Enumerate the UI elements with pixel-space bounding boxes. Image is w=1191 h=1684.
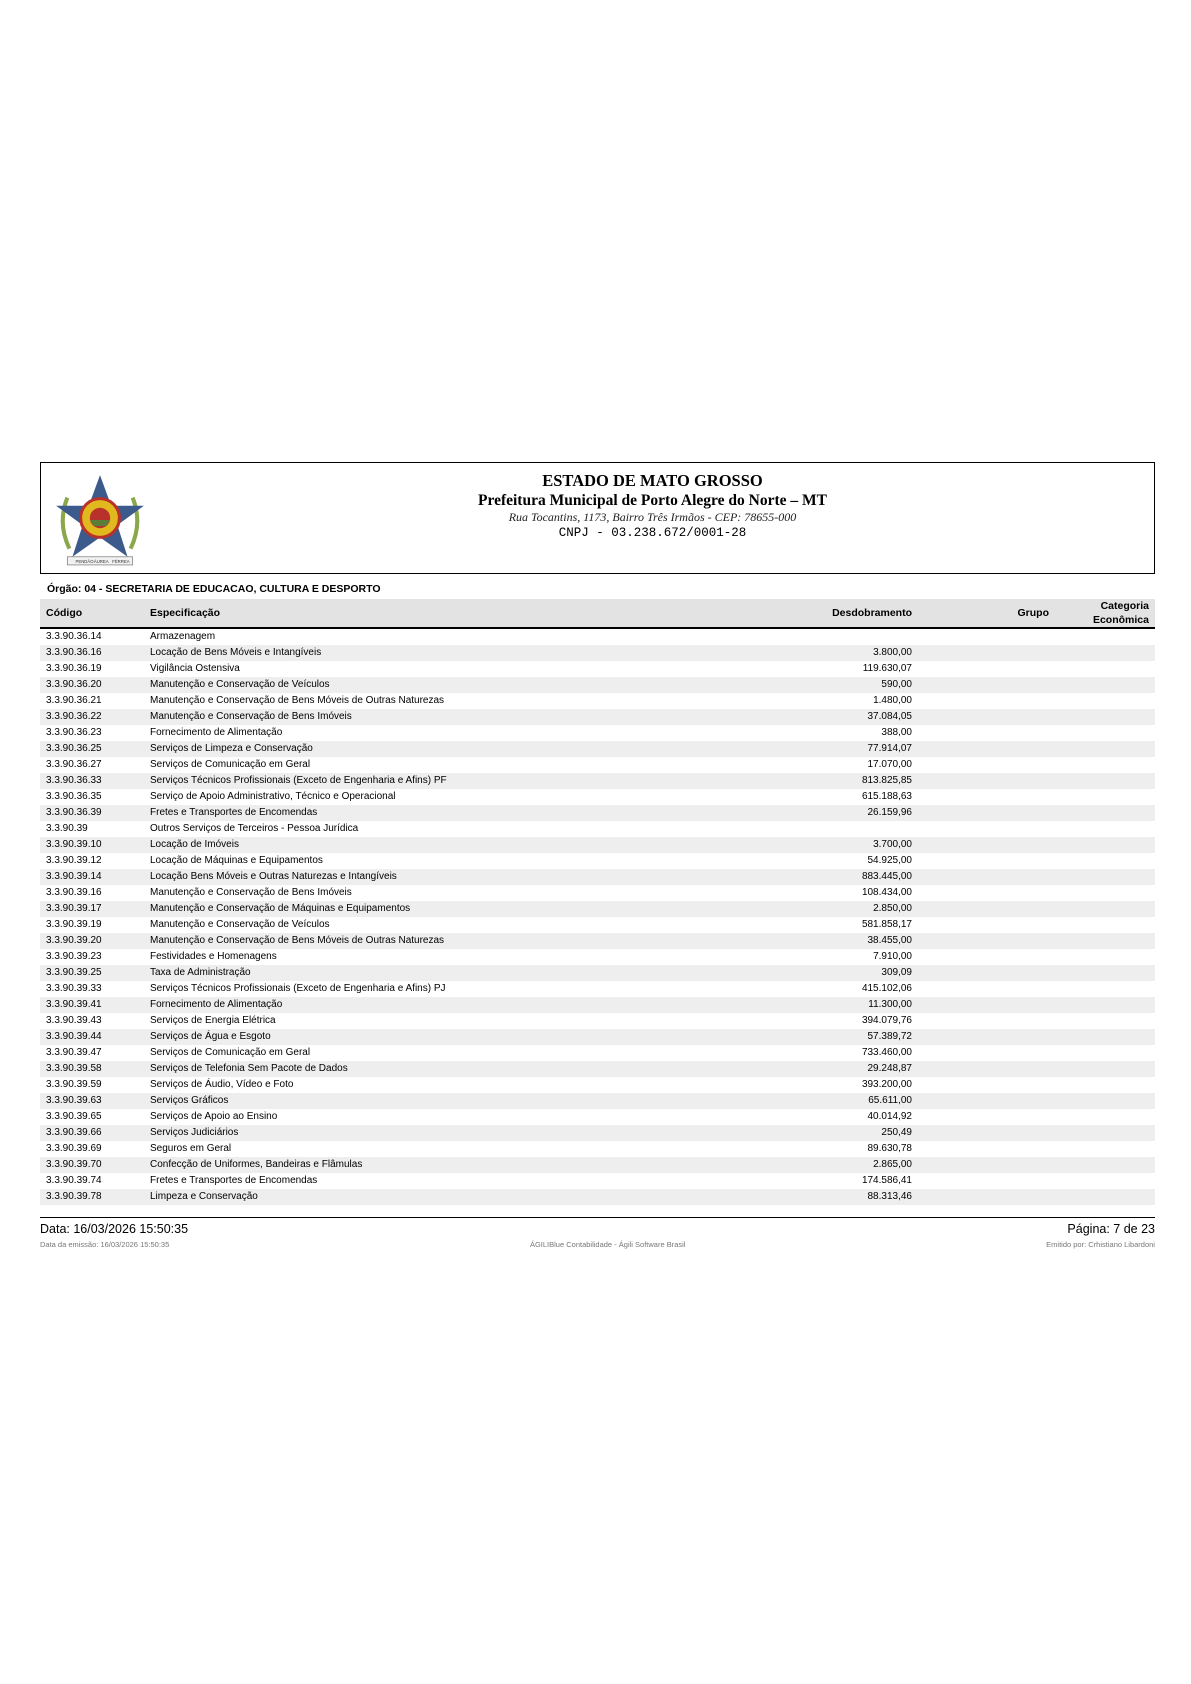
cell-categoria [1055,773,1155,789]
footer-divider [40,1217,1155,1218]
cell-desdobramento: 309,09 [692,965,918,981]
logo-motto-3: FÉRREA [112,558,130,564]
footer-date: Data: 16/03/2026 15:50:35 [40,1222,189,1236]
table-row [40,725,1155,741]
cell-especificacao: Armazenagem [150,631,216,642]
cell-grupo [918,917,1055,933]
cell-codigo: 3.3.90.39.20 [40,933,144,949]
cell-categoria [1055,628,1155,645]
cell-codigo: 3.3.90.39.16 [46,887,102,898]
cell-categoria [1055,693,1155,709]
cell-grupo [918,997,1055,1013]
cell-especificacao: Serviços Judiciários [144,1125,692,1141]
cell-grupo [918,949,1055,965]
cell-desdobramento: 250,49 [692,1125,918,1141]
cell-categoria [1055,1109,1155,1125]
cell-categoria [1055,805,1155,821]
cell-desdobramento: 394.079,76 [861,1015,912,1026]
cell-grupo [918,981,1055,997]
cell-especificacao: Manutenção e Conservação de Bens Imóveis [150,887,352,898]
cell-grupo [918,805,1055,821]
table-row [40,628,1155,645]
cell-categoria [1055,853,1155,869]
cell-codigo: 3.3.90.39.58 [40,1061,144,1077]
cell-categoria [1055,789,1155,805]
table-row [40,821,1155,837]
table-row [40,709,1155,725]
cell-grupo [918,741,1055,757]
cell-codigo: 3.3.90.36.20 [40,677,144,693]
col-especificacao: Especificação [144,599,692,628]
cell-desdobramento: 77.914,07 [692,741,918,757]
col-grupo: Grupo [918,599,1055,628]
cell-especificacao: Outros Serviços de Terceiros - Pessoa Jurídica [150,823,359,834]
cell-especificacao: Serviços de Telefonia Sem Pacote de Dados [144,1061,692,1077]
table-row [40,901,1155,917]
col-codigo: Código [40,599,144,628]
cell-categoria [1055,901,1155,917]
cell-codigo: 3.3.90.39.43 [46,1015,102,1026]
cell-desdobramento: 29.248,87 [692,1061,918,1077]
cell-grupo [918,709,1055,725]
table-row [40,741,1155,757]
table-row [40,1013,1155,1029]
cell-codigo: 3.3.90.39.41 [40,997,144,1013]
cell-categoria [1055,821,1155,837]
report-header [40,462,1155,574]
cell-desdobramento: 26.159,96 [692,805,918,821]
cell-categoria [1055,869,1155,885]
cell-especificacao: Limpeza e Conservação [144,1189,692,1205]
cell-especificacao: Confecção de Uniformes, Bandeiras e Flâmulas [144,1157,692,1173]
cell-especificacao: Serviços de Comunicação em Geral [150,1047,311,1058]
cell-grupo [918,821,1055,837]
table-row [40,1093,1155,1109]
cell-grupo [918,1125,1055,1141]
cell-categoria [1055,1141,1155,1157]
cell-grupo [918,773,1055,789]
cell-grupo [918,628,1055,645]
orgao-title: Órgão: 04 - SECRETARIA DE EDUCACAO, CULTURA E DESPORTO [47,583,381,595]
cell-desdobramento: 37.084,05 [692,709,918,725]
table-row [40,1125,1155,1141]
cell-desdobramento: 17.070,00 [867,759,912,770]
cell-especificacao: Serviço de Apoio Administrativo, Técnico e Operacional [150,791,396,802]
cell-especificacao: Serviços de Áudio, Vídeo e Foto [150,1079,294,1090]
table-row [40,677,1155,693]
cell-grupo [918,725,1055,741]
table-row [40,1109,1155,1125]
cell-categoria [1055,757,1155,773]
cell-categoria [1055,1029,1155,1045]
cell-grupo [918,901,1055,917]
cell-especificacao: Manutenção e Conservação de Bens Móveis de Outras Naturezas [150,695,445,706]
table-row [40,693,1155,709]
address: Rua Tocantins, 1173, Bairro Três Irmãos - CEP: 78655-000 [508,510,797,524]
cell-codigo: 3.3.90.36.25 [40,741,144,757]
table-row [40,949,1155,965]
cell-desdobramento: 2.865,00 [692,1157,918,1173]
cell-desdobramento: 590,00 [692,677,918,693]
cell-especificacao: Locação de Bens Móveis e Intangíveis [144,645,692,661]
cell-especificacao: Fretes e Transportes de Encomendas [150,1175,318,1186]
cell-desdobramento: 1.480,00 [873,695,912,706]
table-row [40,869,1155,885]
cell-desdobramento: 174.586,41 [861,1175,912,1186]
table-row [40,1045,1155,1061]
logo-motto-1: PENDÃO [75,558,94,564]
table-row [40,1029,1155,1045]
table-row [40,853,1155,869]
cell-codigo: 3.3.90.39.74 [46,1175,102,1186]
cell-desdobramento: 581.858,17 [861,919,912,930]
cell-categoria [1055,1173,1155,1189]
cell-especificacao: Manutenção e Conservação de Veículos [150,919,330,930]
cell-codigo: 3.3.90.36.27 [46,759,102,770]
cell-desdobramento: 38.455,00 [692,933,918,949]
table-row [40,645,1155,661]
cell-codigo: 3.3.90.36.23 [46,727,102,738]
cell-categoria [1055,837,1155,853]
cell-desdobramento: 615.188,63 [861,791,912,802]
cell-categoria [1055,917,1155,933]
cell-grupo [918,837,1055,853]
cell-codigo: 3.3.90.39.12 [46,855,102,866]
cell-especificacao: Serviços Técnicos Profissionais (Exceto de Engenharia e Afins) PJ [150,983,446,994]
cell-categoria [1055,1013,1155,1029]
cell-codigo: 3.3.90.36.19 [46,663,102,674]
cell-especificacao: Serviços de Água e Esgoto [144,1029,692,1045]
table-row [40,661,1155,677]
cell-codigo: 3.3.90.39.66 [40,1125,144,1141]
cell-desdobramento: 3.700,00 [692,837,918,853]
cell-grupo [918,789,1055,805]
cell-especificacao: Serviços Gráficos [144,1093,692,1109]
table-row [40,965,1155,981]
table-row [40,997,1155,1013]
cell-desdobramento: 57.389,72 [692,1029,918,1045]
cell-grupo [918,1061,1055,1077]
cell-grupo [918,1093,1055,1109]
cell-grupo [918,1109,1055,1125]
logo-motto-2: ÁUREA [93,558,109,564]
expense-table [40,599,1155,1205]
table-row [40,1157,1155,1173]
cell-especificacao: Locação de Máquinas e Equipamentos [150,855,323,866]
cell-desdobramento: 40.014,92 [867,1111,912,1122]
cell-desdobramento: 119.630,07 [862,663,912,674]
cell-grupo [918,1045,1055,1061]
cell-desdobramento: 108.434,00 [861,887,912,898]
cell-grupo [918,885,1055,901]
table-row [40,805,1155,821]
cell-grupo [918,933,1055,949]
cell-especificacao: Locação Bens Móveis e Outras Naturezas e Intangíveis [144,869,692,885]
cell-categoria [1055,1077,1155,1093]
table-row [40,1189,1155,1205]
table-row [40,1061,1155,1077]
cell-especificacao: Serviços de Apoio ao Ensino [150,1111,278,1122]
cell-grupo [918,869,1055,885]
cell-codigo: 3.3.90.39.59 [46,1079,102,1090]
cell-codigo: 3.3.90.36.16 [40,645,144,661]
cell-codigo: 3.3.90.39.63 [40,1093,144,1109]
cell-especificacao: Serviços de Comunicação em Geral [150,759,311,770]
footer-emission: Data da emissão: 16/03/2026 15:50:35 [40,1240,170,1249]
cell-codigo: 3.3.90.36.33 [40,773,144,789]
cell-grupo [918,693,1055,709]
col-categoria: Categoria Econômica [1055,599,1155,628]
cell-grupo [918,1013,1055,1029]
cell-especificacao: Fretes e Transportes de Encomendas [144,805,692,821]
table-row [40,773,1155,789]
cell-codigo: 3.3.90.36.21 [46,695,102,706]
cell-categoria [1055,1045,1155,1061]
cell-categoria [1055,741,1155,757]
cell-categoria [1055,1189,1155,1205]
table-row [40,1141,1155,1157]
footer-meta [40,1240,1155,1249]
cell-codigo: 3.3.90.39.65 [46,1111,102,1122]
table-row [40,933,1155,949]
cell-desdobramento: 65.611,00 [692,1093,918,1109]
cell-desdobramento: 11.300,00 [692,997,918,1013]
cell-codigo: 3.3.90.39.44 [40,1029,144,1045]
cell-desdobramento: 7.910,00 [873,951,912,962]
cell-codigo: 3.3.90.36.22 [40,709,144,725]
cell-especificacao: Taxa de Administração [144,965,692,981]
cell-codigo: 3.3.90.39.33 [46,983,102,994]
table-row [40,1173,1155,1189]
cell-especificacao: Serviços Técnicos Profissionais (Exceto de Engenharia e Afins) PF [144,773,692,789]
cell-desdobramento: 88.313,46 [692,1189,918,1205]
cell-especificacao: Manutenção e Conservação de Máquinas e Equipamentos [144,901,692,917]
cell-desdobramento [692,628,918,645]
cell-categoria [1055,661,1155,677]
table-row [40,1077,1155,1093]
cell-codigo: 3.3.90.39.69 [46,1143,102,1154]
cell-especificacao: Manutenção e Conservação de Veículos [144,677,692,693]
cell-especificacao: Serviços de Energia Elétrica [150,1015,276,1026]
cell-especificacao: Fornecimento de Alimentação [150,727,283,738]
table-row [40,981,1155,997]
table-row [40,885,1155,901]
cell-desdobramento: 54.925,00 [867,855,912,866]
table-row [40,757,1155,773]
table-row [40,837,1155,853]
cell-especificacao: Serviços de Limpeza e Conservação [144,741,692,757]
cell-categoria [1055,1157,1155,1173]
cell-especificacao: Festividades e Homenagens [150,951,277,962]
cell-grupo [918,1189,1055,1205]
cell-codigo: 3.3.90.39.23 [46,951,102,962]
cell-desdobramento: 733.460,00 [861,1047,912,1058]
cell-categoria [1055,997,1155,1013]
cell-grupo [918,965,1055,981]
cell-grupo [918,1173,1055,1189]
cell-especificacao: Manutenção e Conservação de Bens Imóveis [144,709,692,725]
cell-especificacao: Fornecimento de Alimentação [144,997,692,1013]
cell-codigo: 3.3.90.39 [46,823,88,834]
footer [40,1220,1155,1238]
cell-codigo: 3.3.90.39.17 [40,901,144,917]
cell-grupo [918,661,1055,677]
cell-categoria [1055,677,1155,693]
cell-desdobramento [692,821,918,837]
cell-especificacao: Vigilância Ostensiva [150,663,240,674]
cnpj: CNPJ - 03.238.672/0001-28 [558,526,747,540]
cell-categoria [1055,1125,1155,1141]
cell-categoria [1055,885,1155,901]
cell-codigo: 3.3.90.39.14 [40,869,144,885]
cell-desdobramento: 3.800,00 [692,645,918,661]
table-row [40,917,1155,933]
table-row [40,789,1155,805]
cell-categoria [1055,933,1155,949]
table-header-row [40,599,1155,628]
cell-categoria [1055,1061,1155,1077]
footer-page: Página: 7 de 23 [1067,1222,1155,1236]
cell-categoria [1055,645,1155,661]
footer-software: ÁGILIBlue Contabilidade - Ágili Software Brasil [529,1240,686,1249]
cell-codigo: 3.3.90.36.14 [46,631,102,642]
state-title: ESTADO DE MATO GROSSO [542,471,763,490]
cell-codigo: 3.3.90.36.35 [46,791,102,802]
cell-grupo [918,1157,1055,1173]
cell-categoria [1055,1093,1155,1109]
cell-especificacao: Locação de Imóveis [144,837,692,853]
cell-desdobramento: 393.200,00 [861,1079,912,1090]
cell-desdobramento: 2.850,00 [692,901,918,917]
cell-desdobramento: 813.825,85 [692,773,918,789]
cell-codigo: 3.3.90.39.10 [40,837,144,853]
cell-categoria [1055,709,1155,725]
cell-categoria [1055,949,1155,965]
cell-codigo: 3.3.90.36.39 [40,805,144,821]
cell-grupo [918,1029,1055,1045]
cell-especificacao: Manutenção e Conservação de Bens Móveis de Outras Naturezas [144,933,692,949]
cell-desdobramento: 388,00 [881,727,912,738]
cell-grupo [918,1077,1055,1093]
cell-categoria [1055,725,1155,741]
cell-desdobramento: 415.102,06 [861,983,912,994]
cell-grupo [918,757,1055,773]
prefeitura-title: Prefeitura Municipal de Porto Alegre do Norte – MT [478,492,827,509]
cell-grupo [918,677,1055,693]
cell-codigo: 3.3.90.39.47 [46,1047,102,1058]
cell-desdobramento: 883.445,00 [692,869,918,885]
cell-desdobramento: 89.630,78 [867,1143,912,1154]
cell-grupo [918,645,1055,661]
header-text [41,471,1154,541]
cell-especificacao: Seguros em Geral [150,1143,232,1154]
footer-issued-by: Emitido por: Crhistiano Libardoni [1046,1240,1155,1249]
cell-codigo: 3.3.90.39.19 [46,919,102,930]
cell-categoria [1055,965,1155,981]
cell-codigo: 3.3.90.39.25 [40,965,144,981]
col-desdobramento: Desdobramento [692,599,918,628]
cell-categoria [1055,981,1155,997]
cell-grupo [918,853,1055,869]
cell-codigo: 3.3.90.39.70 [40,1157,144,1173]
cell-codigo: 3.3.90.39.78 [40,1189,144,1205]
cell-grupo [918,1141,1055,1157]
report-page [40,462,1155,1249]
